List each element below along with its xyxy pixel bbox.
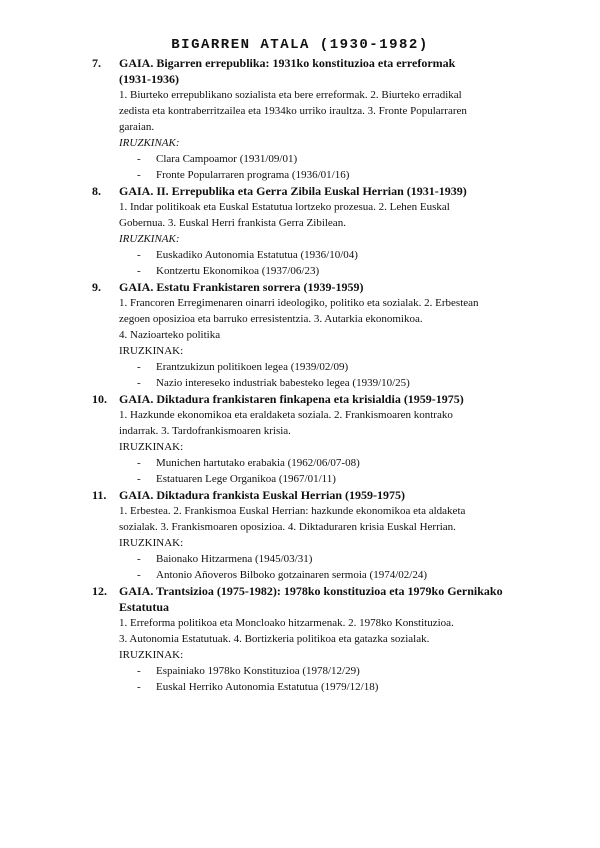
dash-bullet-icon: - (137, 377, 141, 389)
iruzkinak-label: IRUZKINAK: (119, 649, 184, 661)
iruzkinak-label: IRUZKINAK: (119, 441, 184, 453)
iruzkinak-item-text: Baionako Hitzarmena (1945/03/31) (156, 553, 313, 565)
iruzkinak-item (119, 359, 562, 375)
section-description-line: zedista eta kontraberritzailea eta 1934ko urriko iraultza. 3. Fronte Popularraren (119, 105, 467, 117)
iruzkinak-item-text: Euskal Herriko Autonomia Estatutua (1979/12/18) (156, 681, 379, 693)
iruzkinak-item-text: Estatuaren Lege Organikoa (1967/01/11) (156, 473, 336, 485)
section-number: 8. (92, 184, 101, 198)
iruzkinak-item-text: Munichen hartutako erabakia (1962/06/07-08) (156, 457, 360, 469)
section-heading: GAIA. Diktadura frankista Euskal Herrian (1959-1975) (119, 488, 406, 502)
iruzkinak-list (119, 151, 562, 183)
iruzkinak-item (119, 375, 562, 391)
section-item (92, 279, 562, 391)
dash-bullet-icon: - (137, 473, 141, 485)
iruzkinak-list (119, 663, 562, 695)
section-description-line: 1. Erbestea. 2. Frankismoa Euskal Herrian: hazkunde ekonomikoa eta aldaketa (119, 505, 466, 517)
iruzkinak-item (119, 247, 562, 263)
document-title: BIGARREN ATALA (1930-1982) (171, 37, 429, 53)
dash-bullet-icon: - (137, 665, 141, 677)
dash-bullet-icon: - (137, 153, 141, 165)
iruzkinak-label: IRUZKINAK: (119, 345, 184, 357)
iruzkinak-item (119, 679, 562, 695)
section-heading: GAIA. Bigarren errepublika: 1931ko konstituzioa eta erreformak (119, 56, 456, 70)
section-heading: GAIA. Trantsizioa (1975-1982): 1978ko konstituzioa eta 1979ko Gernikako (119, 584, 503, 598)
section-description-line: 4. Nazioarteko politika (119, 329, 221, 341)
section-body (119, 583, 562, 695)
section-number: 11. (92, 488, 107, 502)
iruzkinak-item (119, 167, 562, 183)
section-description-line: sozialak. 3. Frankismoaren oposizioa. 4. Diktaduraren krisia Euskal Herrian. (119, 521, 456, 533)
section-item (92, 55, 562, 183)
iruzkinak-item-text: Erantzukizun politikoen legea (1939/02/09) (156, 361, 349, 373)
dash-bullet-icon: - (137, 265, 141, 277)
section-heading-continued: (1931-1936) (119, 72, 179, 86)
iruzkinak-item (119, 471, 562, 487)
iruzkinak-item (119, 455, 562, 471)
iruzkinak-item (119, 663, 562, 679)
dash-bullet-icon: - (137, 249, 141, 261)
iruzkinak-item (119, 567, 562, 583)
section-description-line: 1. Erreforma politikoa eta Moncloako hitzarmenak. 2. 1978ko Konstituzioa. (119, 617, 454, 629)
iruzkinak-label: IRUZKINAK: (119, 137, 180, 149)
section-body (119, 487, 562, 583)
section-description-line: 3. Autonomia Estatutuak. 4. Bortizkeria politikoa eta gatazka sozialak. (119, 633, 430, 645)
iruzkinak-item-text: Euskadiko Autonomia Estatutua (1936/10/04) (156, 249, 358, 261)
iruzkinak-item (119, 151, 562, 167)
section-body (119, 391, 562, 487)
iruzkinak-item-text: Espainiako 1978ko Konstituzioa (1978/12/29) (156, 665, 360, 677)
iruzkinak-item-text: Antonio Añoveros Bilboko gotzainaren sermoia (1974/02/24) (156, 569, 427, 581)
dash-bullet-icon: - (137, 457, 141, 469)
section-body (119, 279, 562, 391)
section-heading: GAIA. Estatu Frankistaren sorrera (1939-1959) (119, 280, 364, 294)
section-item (92, 583, 562, 695)
section-heading: GAIA. Diktadura frankistaren finkapena eta krisialdia (1959-1975) (119, 392, 464, 406)
iruzkinak-label: IRUZKINAK: (119, 233, 180, 245)
section-description-line: zegoen oposizioa eta barruko erresistentzia. 3. Autarkia ekonomikoa. (119, 313, 423, 325)
dash-bullet-icon: - (137, 169, 141, 181)
section-number: 9. (92, 280, 101, 294)
iruzkinak-item-text: Fronte Popularraren programa (1936/01/16) (156, 169, 350, 181)
dash-bullet-icon: - (137, 681, 141, 693)
section-description-line: 1. Biurteko errepublikano sozialista eta bere erreformak. 2. Biurteko erradikal (119, 89, 462, 101)
section-number: 7. (92, 56, 101, 70)
section-description-line: garaian. (119, 121, 155, 133)
dash-bullet-icon: - (137, 361, 141, 373)
section-body (119, 55, 562, 183)
iruzkinak-list (119, 551, 562, 583)
section-number: 10. (92, 392, 107, 406)
iruzkinak-item-text: Kontzertu Ekonomikoa (1937/06/23) (156, 265, 320, 277)
section-description-line: Gobernua. 3. Euskal Herri frankista Gerra Zibilean. (119, 217, 346, 229)
dash-bullet-icon: - (137, 553, 141, 565)
section-description-line: 1. Indar politikoak eta Euskal Estatutua lortzeko prozesua. 2. Lehen Euskal (119, 201, 450, 213)
iruzkinak-item-text: Clara Campoamor (1931/09/01) (156, 153, 298, 165)
sections-list (92, 55, 562, 695)
section-item (92, 183, 562, 279)
iruzkinak-list (119, 455, 562, 487)
dash-bullet-icon: - (137, 569, 141, 581)
section-item (92, 391, 562, 487)
section-body (119, 183, 562, 279)
section-description-line: indarrak. 3. Tardofrankismoaren krisia. (119, 425, 291, 437)
iruzkinak-list (119, 359, 562, 391)
section-description-line: 1. Francoren Erregimenaren oinarri ideologiko, politiko eta sozialak. 2. Erbestean (119, 297, 479, 309)
section-heading: GAIA. II. Errepublika eta Gerra Zibila Euskal Herrian (1931-1939) (119, 184, 467, 198)
iruzkinak-list (119, 247, 562, 279)
iruzkinak-item (119, 551, 562, 567)
section-item (92, 487, 562, 583)
iruzkinak-item (119, 263, 562, 279)
section-description-line: 1. Hazkunde ekonomikoa eta eraldaketa soziala. 2. Frankismoaren kontrako (119, 409, 453, 421)
iruzkinak-label: IRUZKINAK: (119, 537, 184, 549)
section-number: 12. (92, 584, 107, 598)
iruzkinak-item-text: Nazio intereseko industriak babesteko legea (1939/10/25) (156, 377, 410, 389)
section-heading-continued: Estatutua (119, 600, 170, 614)
